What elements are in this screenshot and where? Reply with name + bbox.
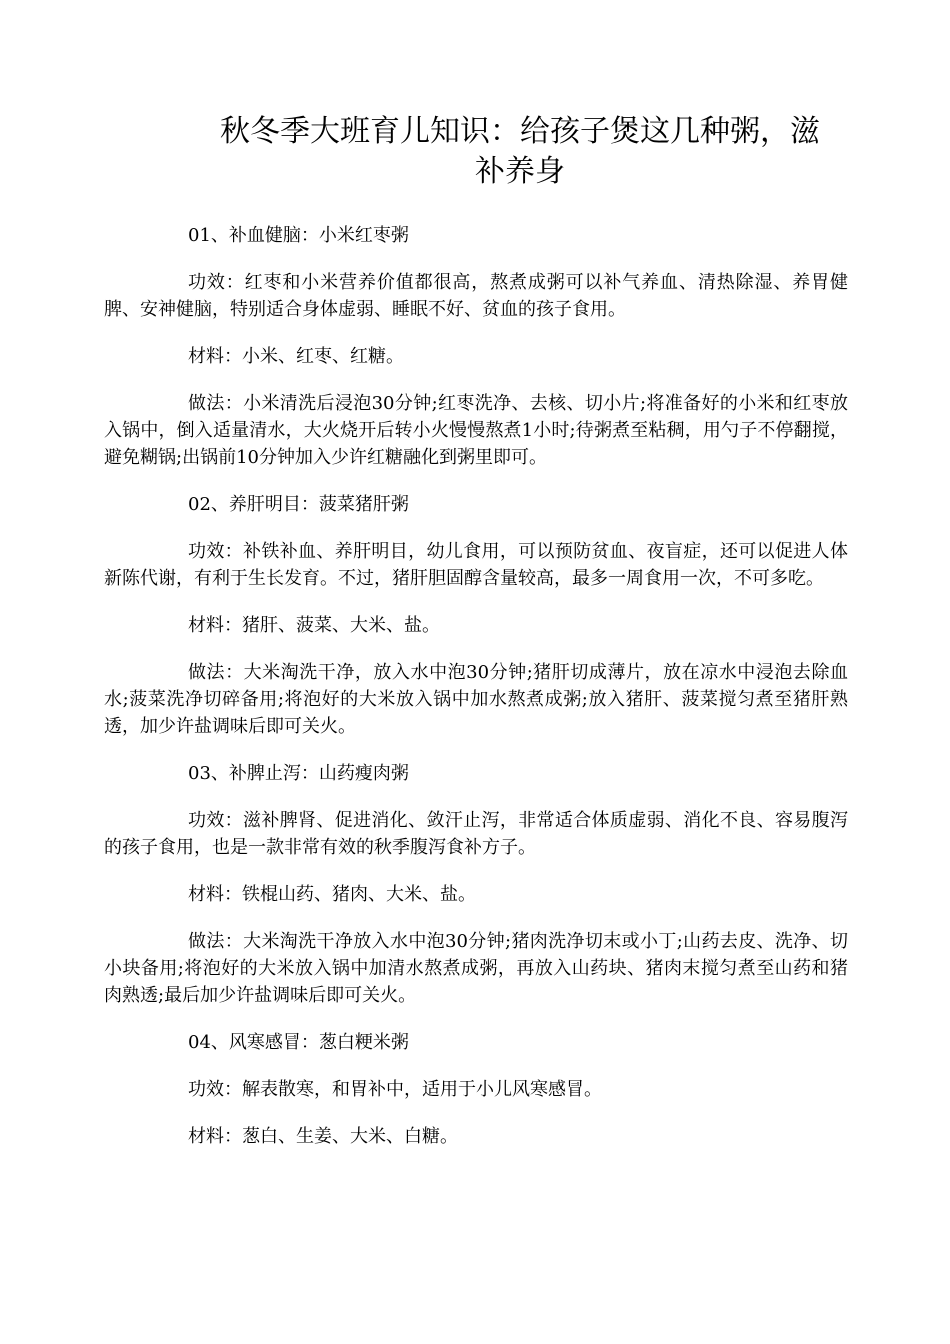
section-heading-02: 02、养肝明目：菠菜猪肝粥	[188, 494, 409, 515]
paragraph-method-03: 做法：大米淘洗干净放入水中泡30分钟;猪肉洗净切末或小丁;山药去皮、洗净、切小块备用;将泡好的大米放入锅中加清水熬煮成粥，再放入山药块、猪肉末搅匀煮至山药和猪肉熟透;最后加少许盐调味后即可关火。	[104, 931, 848, 1006]
paragraph-efficacy-03: 功效：滋补脾肾、促进消化、敛汗止泻，非常适合体质虚弱、消化不良、容易腹泻的孩子食用，也是一款非常有效的秋季腹泻食补方子。	[104, 810, 848, 858]
document-title	[100, 112, 940, 192]
section-heading-03: 03、补脾止泻：山药瘦肉粥	[188, 763, 409, 784]
paragraph-efficacy-02: 功效：补铁补血、养肝明目，幼儿食用，可以预防贫血、夜盲症，还可以促进人体新陈代谢，有利于生长发育。不过，猪肝胆固醇含量较高，最多一周食用一次，不可多吃。	[104, 541, 848, 589]
title-line-2: 补养身	[475, 154, 565, 189]
paragraph-ingredients-04: 材料：葱白、生姜、大米、白糖。	[188, 1126, 458, 1147]
paragraph-ingredients-03: 材料：铁棍山药、猪肉、大米、盐。	[188, 884, 476, 905]
paragraph-method-01: 做法：小米清洗后浸泡30分钟;红枣洗净、去核、切小片;将准备好的小米和红枣放入锅中，倒入适量清水，大火烧开后转小火慢慢熬煮1小时;待粥煮至粘稠，用勺子不停翻搅，避免糊锅;出锅前10分钟加入少许红糖融化到粥里即可。	[104, 393, 848, 468]
title-line-1: 秋冬季大班育儿知识：给孩子煲这几种粥，滋	[220, 114, 820, 149]
paragraph-method-02: 做法：大米淘洗干净，放入水中泡30分钟;猪肝切成薄片，放在凉水中浸泡去除血水;菠菜洗净切碎备用;将泡好的大米放入锅中加水熬煮成粥;放入猪肝、菠菜搅匀煮至猪肝熟透，加少许盐调味后即可关火。	[104, 662, 848, 737]
paragraph-ingredients-02: 材料：猪肝、菠菜、大米、盐。	[188, 615, 440, 636]
paragraph-ingredients-01: 材料：小米、红枣、红糖。	[188, 346, 404, 367]
paragraph-efficacy-01: 功效：红枣和小米营养价值都很高，熬煮成粥可以补气养血、清热除湿、养胃健脾、安神健脑，特别适合身体虚弱、睡眠不好、贫血的孩子食用。	[104, 272, 848, 320]
section-heading-04: 04、风寒感冒：葱白粳米粥	[188, 1032, 409, 1053]
document-body	[104, 222, 848, 1170]
paragraph-efficacy-04: 功效：解表散寒，和胃补中，适用于小儿风寒感冒。	[188, 1079, 602, 1100]
section-heading-01: 01、补血健脑：小米红枣粥	[188, 225, 409, 246]
